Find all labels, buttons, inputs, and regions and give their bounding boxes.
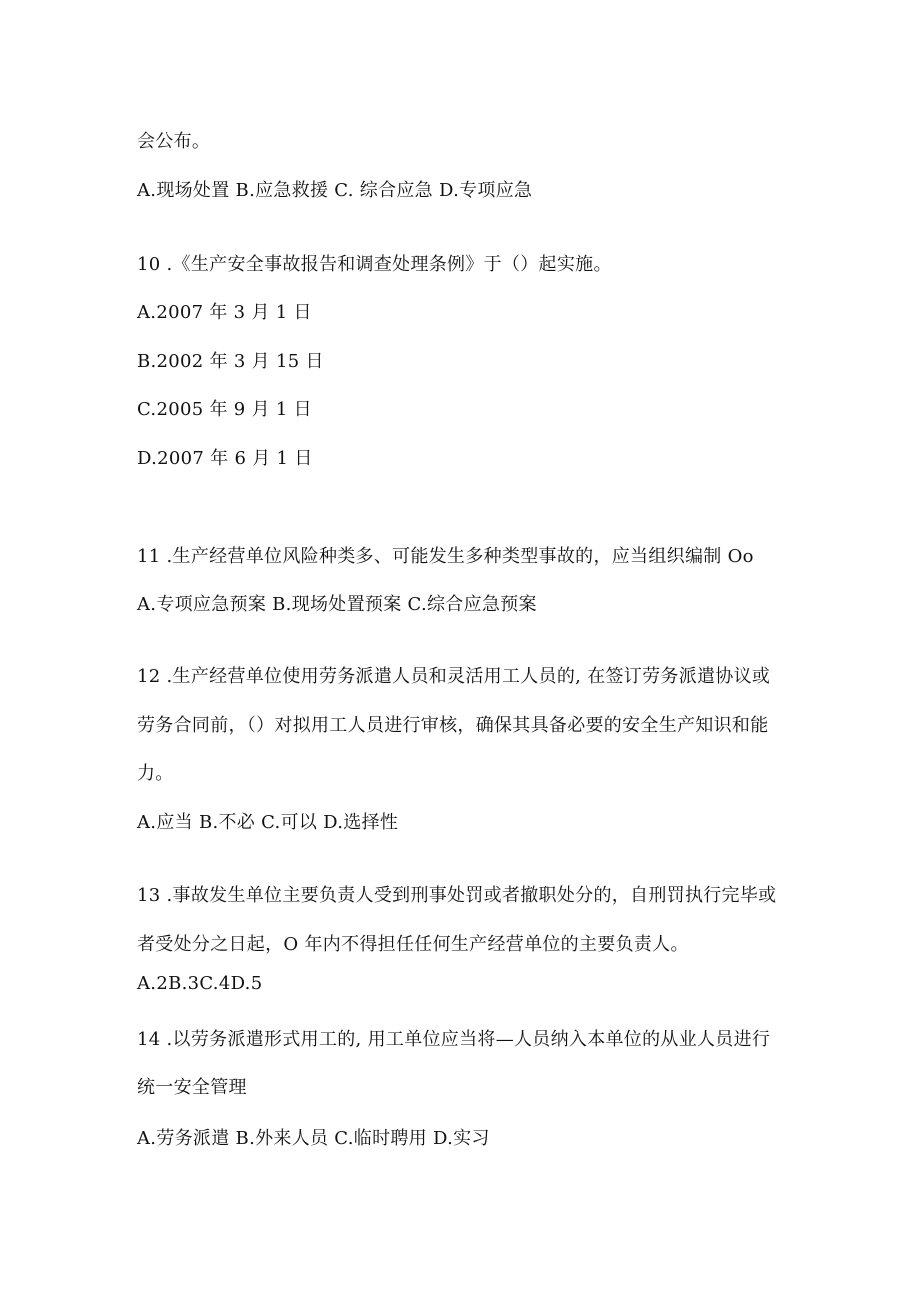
q13-stem-line2: 者受处分之日起，O 年内不得担任任何生产经营单位的主要负责人。 bbox=[137, 934, 689, 955]
q9-continuation: 会公布。 bbox=[137, 131, 211, 152]
q11-stem: 11 .生产经营单位风险种类多、可能发生多种类型事故的，应当组织编制 Oo bbox=[137, 546, 754, 567]
q10-option-a: A.2007 年 3 月 1 日 bbox=[137, 302, 312, 323]
q14-options: A.劳务派遣 B.外来人员 C.临时聘用 D.实习 bbox=[137, 1128, 490, 1149]
q9-options: A.现场处置 B.应急救援 C. 综合应急 D.专项应急 bbox=[137, 180, 533, 201]
q10-stem: 10 .《生产安全事故报告和调查处理条例》于（）起实施。 bbox=[137, 254, 612, 275]
q10-option-d: D.2007 年 6 月 1 日 bbox=[137, 448, 313, 469]
q12-stem-line3: 力。 bbox=[137, 763, 174, 784]
q13-options: A.2B.3C.4D.5 bbox=[137, 973, 263, 994]
q12-stem-line1: 12 .生产经营单位使用劳务派遣人员和灵活用工人员的, 在签订劳务派遣协议或 bbox=[137, 666, 771, 687]
q10-option-c: C.2005 年 9 月 1 日 bbox=[137, 399, 312, 420]
q14-stem-line1: 14 .以劳务派遣形式用工的, 用工单位应当将—人员纳入本单位的从业人员进行 bbox=[137, 1029, 771, 1050]
q12-stem-line2: 劳务合同前，（）对拟用工人员进行审核，确保其具备必要的安全生产知识和能 bbox=[137, 715, 769, 736]
q12-options: A.应当 B.不必 C.可以 D.选择性 bbox=[137, 812, 399, 833]
q13-stem-line1: 13 .事故发生单位主要负责人受到刑事处罚或者撤职处分的，自刑罚执行完毕或 bbox=[137, 885, 777, 906]
q11-options: A.专项应急预案 B.现场处置预案 C.综合应急预案 bbox=[137, 594, 537, 615]
q14-stem-line2: 统一安全管理 bbox=[137, 1077, 247, 1098]
q10-option-b: B.2002 年 3 月 15 日 bbox=[137, 351, 324, 372]
